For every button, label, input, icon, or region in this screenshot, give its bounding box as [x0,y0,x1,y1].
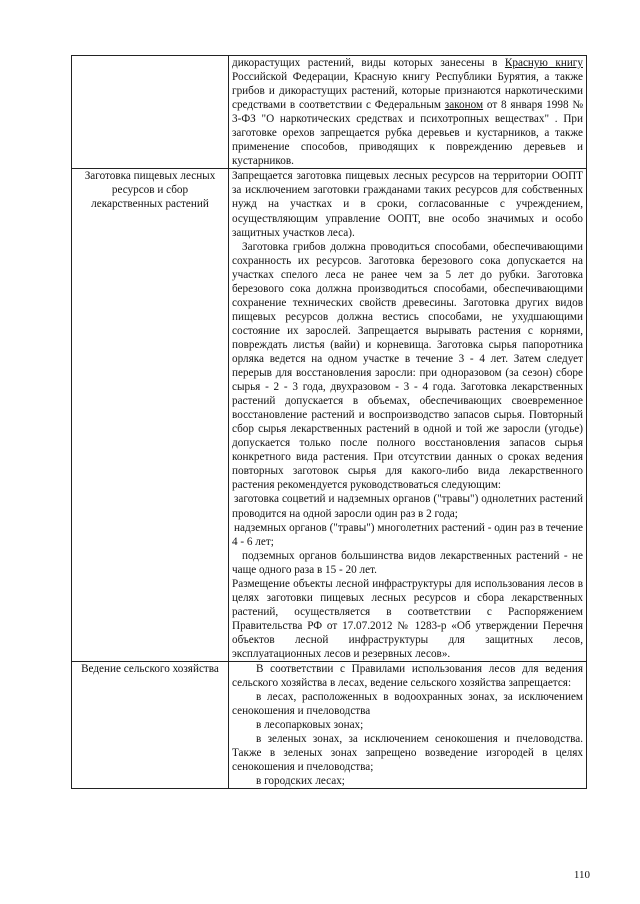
paragraph: в лесах, расположенных в водоохранных зонах, за исключением сенокошения и пчеловодства [232,691,583,718]
paragraph: надземных органов ("травы") многолетних растений - один раз в течение 4 - 6 лет; [232,521,583,548]
paragraph: Запрещается заготовка пищевых лесных ресурсов на территории ООПТ за исключением заготовки гражданами таких ресурсов для собственных нужд на участках и в сроки, согласованные с учреждением, осуществляющим управление ООПТ, вне особо значимых и особо защитных участков леса). [232,170,583,239]
paragraph: в городских лесах; [256,775,345,788]
row-label-cell [72,662,229,789]
row-content-cell [229,56,587,169]
document-link[interactable]: Красную книгу [504,57,583,69]
text-segment: дикорастущих растений, виды которых занесены в [232,57,505,69]
row-label-cell [72,169,229,662]
paragraph: заготовка соцветий и надземных органов ("травы") однолетних растений проводится на одной заросли один раз в 2 года; [232,493,583,520]
row-label: Ведение сельского хозяйства [81,663,219,676]
table-body [72,56,587,789]
document-link[interactable]: законом [444,99,484,112]
paragraph: Заготовка грибов должна проводиться способами, обеспечивающими сохранность их ресурсов. Заготовка березового сока допускается на участках спелого леса не ранее чем за 5 лет до рубки. Заготовка березового сока должна производиться способами, обеспечивающими сохранение технических свойств древесины. Заготовка других видов пищевых ресурсов должна вестись способами, не ухудшающими состояние их зарослей. Запрещается вырывать растения с корнями, повреждать листья (вайи) и корневища. Заготовка сырья папоротника орляка ведется на одном участке в течение 3 - 4 лет. Затем следует перерыв для восстановления заросли: при одноразовом (за сезон) сборе сырья - 2 - 3 года, двухразовом - 3 - 4 года. Заготовка лекарственных растений допускается в объемах, обеспечивающих своевременное восстановление растений и воспроизводство запасов сырья. Повторный сбор сырья лекарственных растений в одной и той же заросли (угодье) допускается только после полного восстановления запасов сырья конкретного вида растения. При отсутствии данных о сроках ведения повторных заготовок сырья для какого-либо вида лекарственного растения рекомендуется руководствоваться следующим: [232,240,583,492]
paragraph: В соответствии с Правилами использования лесов для ведения сельского хозяйства в лесах, ведение сельского хозяйства запрещается: [232,663,583,690]
row-content-cell [229,662,587,789]
paragraph: в лесопарковых зонах; [256,719,364,732]
paragraph: в зеленых зонах, за исключением сенокошения и пчеловодства. Также в зеленых зонах запрещено возведение изгородей в целях сенокошения и пчеловодства; [232,733,583,774]
row-content-cell [229,169,587,662]
table-row [72,662,587,789]
page-number: 110 [573,869,590,881]
paragraph: Размещение объекты лесной инфраструктуры для использования лесов в целях заготовки пищевых лесных ресурсов и сбора лекарственных растений, осуществляется в соответствии с Распоряжением Правительства РФ от 17.07.2012 № 1283-р «Об утверждении Перечня объектов лесной инфраструктуры для защитных лесов, эксплуатационных лесов и резервных лесов». [232,577,583,660]
table-row [72,56,587,169]
row-label-cell [72,56,229,169]
text-segment: от 8 января 1998 № 3-ФЗ "О наркотических средствах и психотропных веществах" . При заготовке орехов запрещается рубка деревьев и кустарников, а также применение способов, приводящих к повреждению деревьев и кустарников. [232,99,584,168]
table-row [72,169,587,662]
paragraph: подземных органов большинства видов лекарственных растений - не чаще одного раза в 15 - 20 лет. [232,549,583,576]
regulations-table [71,55,587,789]
text-segment: Российской Федерации, Красную книгу Республики Бурятия, а также грибов и дикорастущих растений, которые признаются наркотическими средствами в соответствии с Федеральным [232,71,583,112]
paragraph [232,56,583,168]
row-label: Заготовка пищевых лесных ресурсов и сбор лекарственных растений [84,170,216,211]
